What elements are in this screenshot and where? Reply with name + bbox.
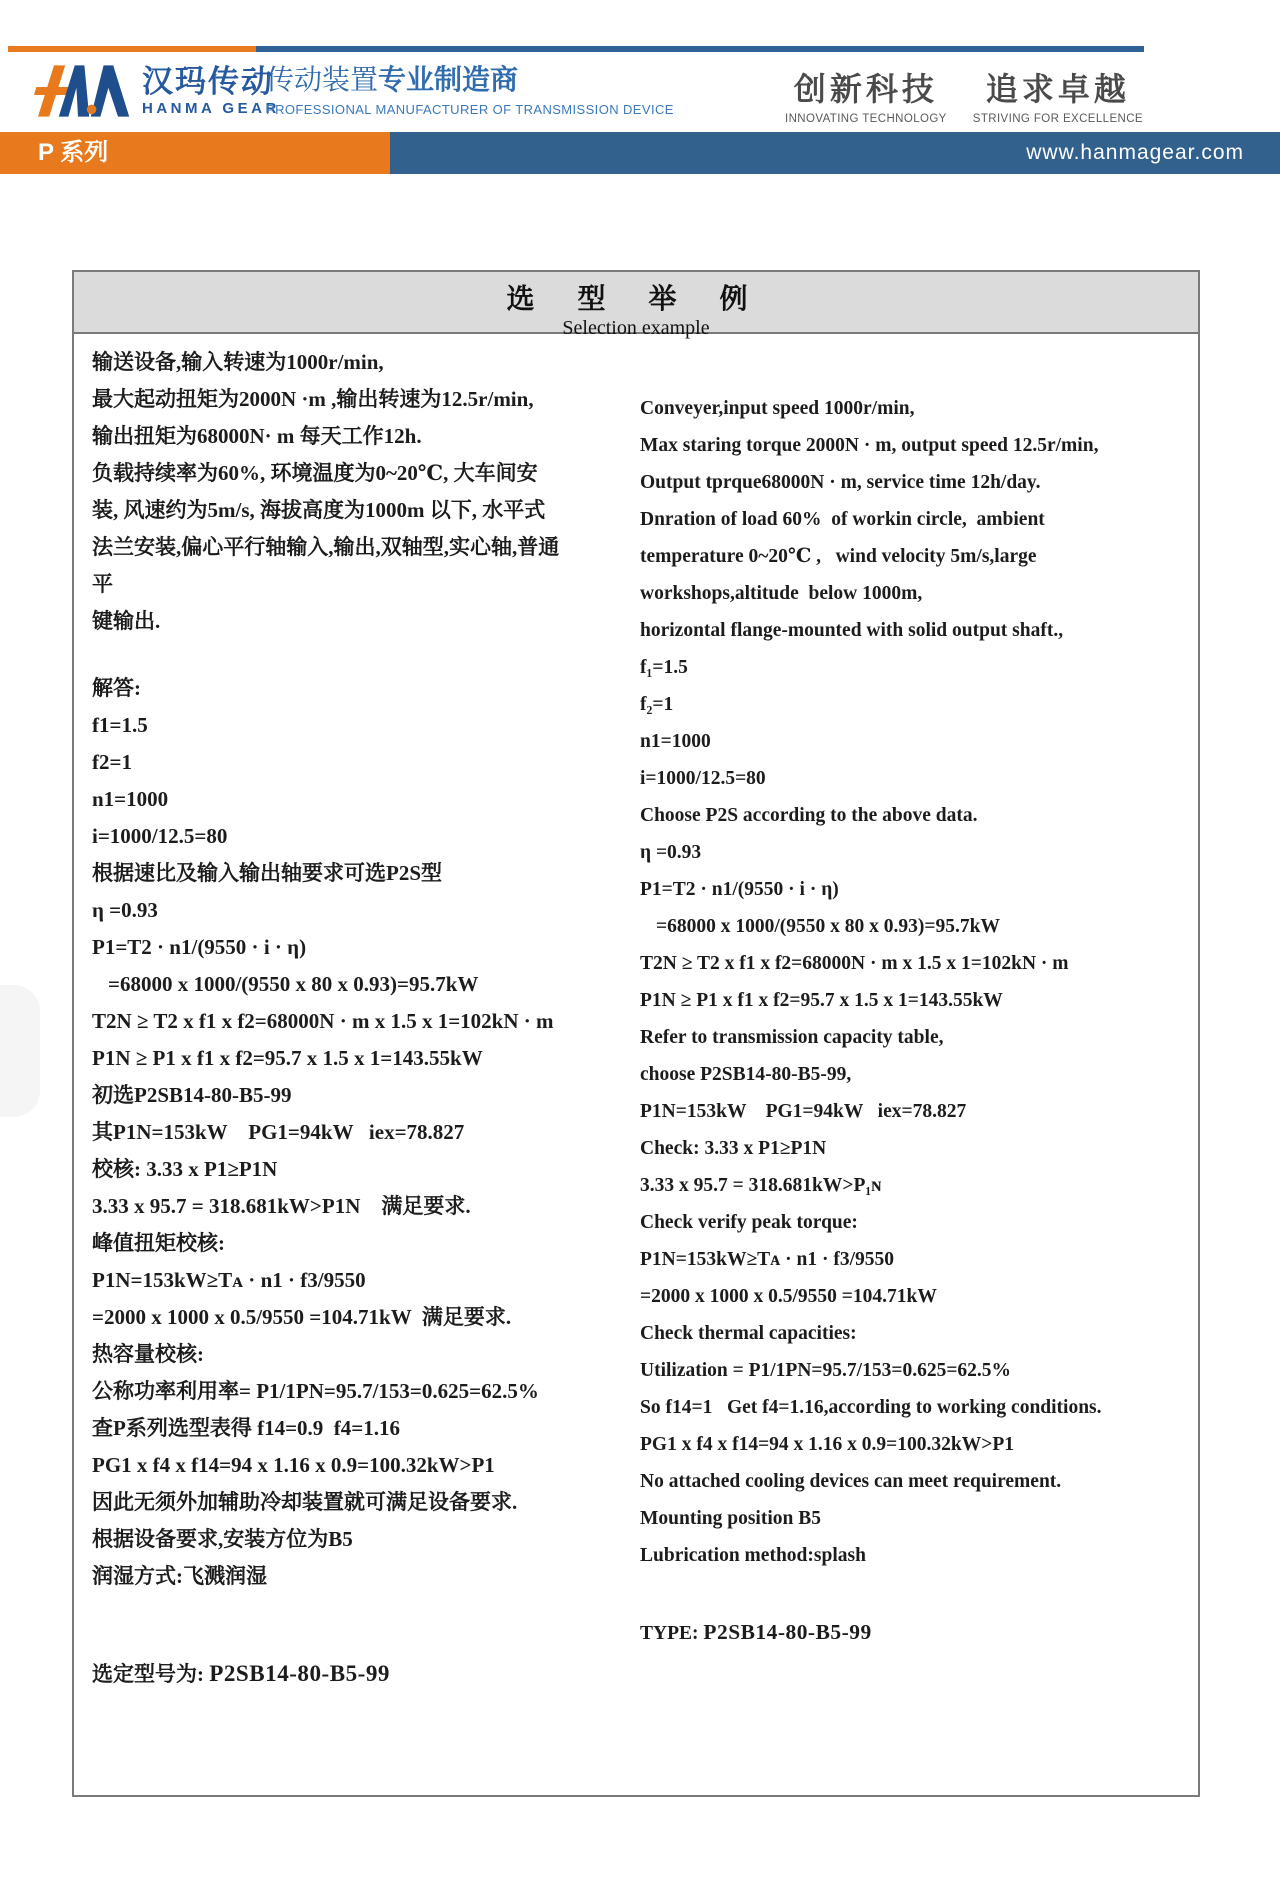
slogan-cn-2: 追求卓越 <box>985 71 1130 107</box>
text-line: η =0.93 <box>92 898 158 922</box>
text-line: Mounting position B5 <box>640 1508 821 1529</box>
model-line-prefix: TYPE: <box>640 1623 704 1644</box>
brand-name-en: HANMA GEAR <box>142 100 280 117</box>
left-column <box>92 344 570 1693</box>
text-line: 根据设备要求,安装方位为B5 <box>92 1527 353 1551</box>
selection-example-box <box>72 270 1200 1797</box>
example-columns <box>74 334 1198 1693</box>
text-line: 热容量校核: <box>92 1342 204 1366</box>
text-line: 润湿方式:飞溅润湿 <box>92 1564 267 1588</box>
hanma-logo-icon <box>30 62 134 120</box>
text-line: Choose P2S according to the above data. <box>640 805 978 826</box>
tagline-en: PROFESSIONAL MANUFACTURER OF TRANSMISSION DEVICE <box>266 102 674 117</box>
text-line: workshops,altitude below 1000m, <box>640 583 923 604</box>
text-line: PG1 x f4 x f14=94 x 1.16 x 0.9=100.32kW>P1 <box>92 1453 495 1477</box>
text-line: Refer to transmission capacity table, <box>640 1027 944 1048</box>
text-line: n1=1000 <box>92 787 169 811</box>
text-line: =2000 x 1000 x 0.5/9550 =104.71kW <box>640 1286 937 1307</box>
text-line: P1=T2 · n1/(9550 · i · η) <box>640 879 839 900</box>
slogan-block-2 <box>973 64 1143 125</box>
text-line: Check thermal capacities: <box>640 1323 857 1344</box>
text-line: 解答: <box>92 676 141 700</box>
slogan <box>785 64 1143 125</box>
brand-logo <box>30 62 280 120</box>
text-line: 其P1N=153kW PG1=94kW iex=78.827 <box>92 1120 465 1144</box>
text-line: =2000 x 1000 x 0.5/9550 =104.71kW 满足要求. <box>92 1305 512 1329</box>
text-line: 键输出. <box>92 609 161 633</box>
slogan-en-1: INNOVATING TECHNOLOGY <box>785 113 947 125</box>
model-number: P2SB14-80-B5-99 <box>209 1660 390 1686</box>
brand-text <box>142 66 280 116</box>
text-line: η =0.93 <box>640 842 702 863</box>
model-number: P2SB14-80-B5-99 <box>703 1620 872 1644</box>
text-line: 查P系列选型表得 f14=0.9 f4=1.16 <box>92 1416 400 1440</box>
text-line: Max staring torque 2000N · m, output speed 12.5r/min, <box>640 435 1099 456</box>
tagline-cn <box>266 66 674 94</box>
text-line: choose P2SB14-80-B5-99, <box>640 1064 852 1085</box>
slogan-block-1 <box>785 64 947 125</box>
text-line: 校核: 3.33 x P1≥P1N <box>92 1157 278 1181</box>
right-column <box>640 390 1185 1693</box>
tagline-cn-normal: 传动装置 <box>266 64 379 95</box>
text-line: f₂=1 <box>640 694 674 715</box>
website-url: www.hanmagear.com <box>390 132 1280 174</box>
text-line: P1N ≥ P1 x f1 x f2=95.7 x 1.5 x 1=143.55kW <box>640 990 1003 1011</box>
text-line: 负载持续率为60%, 环境温度为0~20℃, 大车间安 <box>92 461 538 485</box>
text-line: So f14=1 Get f4=1.16,according to working conditions. <box>640 1397 1102 1418</box>
text-line: 峰值扭矩校核: <box>92 1231 225 1255</box>
text-line: n1=1000 <box>640 731 711 752</box>
text-line <box>92 1655 570 1693</box>
page-header <box>0 52 1280 132</box>
text-line <box>640 1614 1185 1652</box>
section-title-bar <box>74 272 1198 339</box>
text-line: 装, 风速约为5m/s, 海拔高度为1000m 以下, 水平式 <box>92 498 546 522</box>
text-line: P1N ≥ P1 x f1 x f2=95.7 x 1.5 x 1=143.55kW <box>92 1046 483 1070</box>
page-edge-blob <box>0 985 40 1117</box>
text-line: =68000 x 1000/(9550 x 80 x 0.93)=95.7kW <box>108 972 479 996</box>
text-line: Utilization = P1/1PN=95.7/153=0.625=62.5% <box>640 1360 1012 1381</box>
text-line: Conveyer,input speed 1000r/min, <box>640 398 915 419</box>
text-line: 因此无须外加辅助冷却装置就可满足设备要求. <box>92 1490 518 1514</box>
text-line: f1=1.5 <box>92 713 148 737</box>
text-line: 输送设备,输入转速为1000r/min, <box>92 350 384 374</box>
text-line: i=1000/12.5=80 <box>640 768 766 789</box>
text-line: P1N=153kW PG1=94kW iex=78.827 <box>640 1101 967 1122</box>
text-line: horizontal flange-mounted with solid output shaft., <box>640 620 1064 641</box>
tagline <box>266 66 674 116</box>
text-line: 最大起动扭矩为2000N ·m ,输出转速为12.5r/min, <box>92 387 534 411</box>
tagline-cn-bold: 专业制造商 <box>378 64 519 95</box>
text-line: temperature 0~20℃ , wind velocity 5m/s,large <box>640 546 1037 567</box>
text-line: Check: 3.33 x P1≥P1N <box>640 1138 827 1159</box>
text-line: 法兰安装,偏心平行轴输入,输出,双轴型,实心轴,普通平 <box>92 535 560 596</box>
text-line: 初选P2SB14-80-B5-99 <box>92 1083 292 1107</box>
text-line: Lubrication method:splash <box>640 1545 866 1566</box>
text-line: Check verify peak torque: <box>640 1212 858 1233</box>
text-line: 3.33 x 95.7 = 318.681kW>P1N 满足要求. <box>92 1194 471 1218</box>
slogan-cn-1: 创新科技 <box>793 71 938 107</box>
text-line: 输出扭矩为68000N· m 每天工作12h. <box>92 424 422 448</box>
text-line: f₁=1.5 <box>640 657 688 678</box>
text-line: P1=T2 · n1/(9550 · i · η) <box>92 935 307 959</box>
text-line: P1N=153kW≥Tᴀ · n1 · f3/9550 <box>640 1249 895 1270</box>
text-line: PG1 x f4 x f14=94 x 1.16 x 0.9=100.32kW>P1 <box>640 1434 1015 1455</box>
section-title-en: Selection example <box>562 317 710 339</box>
text-line: T2N ≥ T2 x f1 x f2=68000N · m x 1.5 x 1=102kN · m <box>640 953 1069 974</box>
text-line: 根据速比及输入输出轴要求可选P2S型 <box>92 861 443 885</box>
text-line: 3.33 x 95.7 = 318.681kW>P₁ɴ <box>640 1175 882 1196</box>
text-line: =68000 x 1000/(9550 x 80 x 0.93)=95.7kW <box>656 916 1000 937</box>
text-line: f2=1 <box>92 750 132 774</box>
text-line: i=1000/12.5=80 <box>92 824 228 848</box>
text-line: 公称功率利用率= P1/1PN=95.7/153=0.625=62.5% <box>92 1379 539 1403</box>
text-line: T2N ≥ T2 x f1 x f2=68000N · m x 1.5 x 1=102kN · m <box>92 1009 554 1033</box>
text-line: Output tprque68000N · m, service time 12h/day. <box>640 472 1041 493</box>
model-line-prefix: 选定型号为: <box>92 1662 210 1686</box>
slogan-en-2: STRIVING FOR EXCELLENCE <box>972 113 1143 125</box>
series-band <box>0 132 1280 174</box>
brand-name-cn: 汉玛传动 <box>142 64 274 99</box>
section-title-cn: 选 型 举 例 <box>506 284 766 315</box>
text-line: P1N=153kW≥Tᴀ · n1 · f3/9550 <box>92 1268 366 1292</box>
text-line: Dnration of load 60% of workin circle, ambient <box>640 509 1045 530</box>
series-label: P 系列 <box>0 132 390 174</box>
text-line: No attached cooling devices can meet requirement. <box>640 1471 1062 1492</box>
